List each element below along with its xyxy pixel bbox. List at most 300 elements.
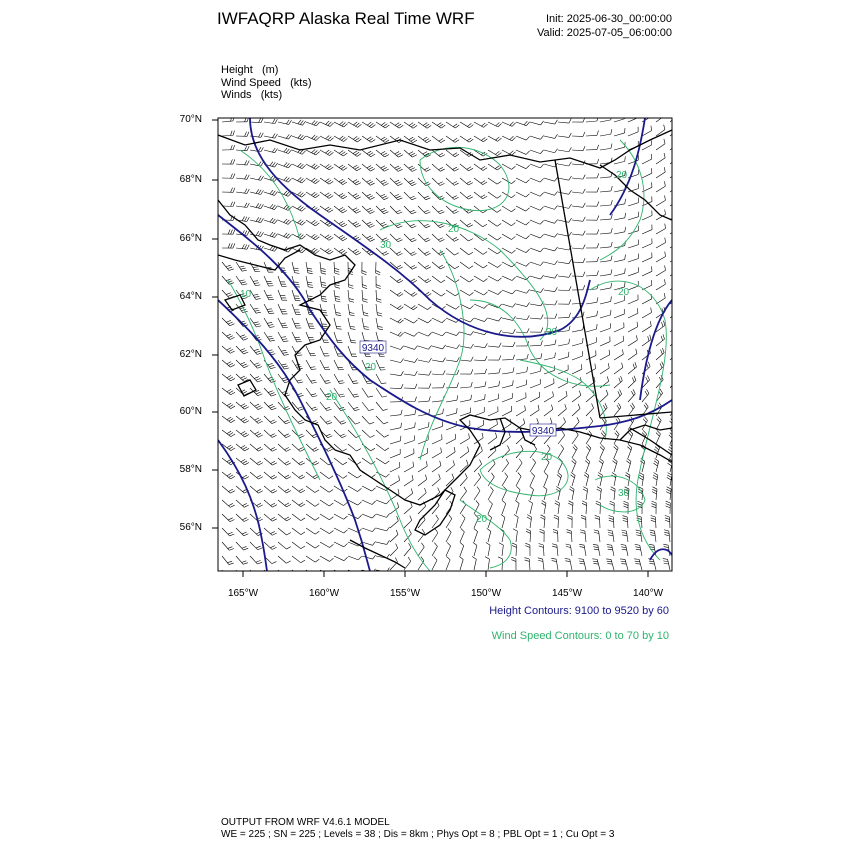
- wind-barb-flag: [353, 151, 357, 154]
- wind-barb-flag: [261, 118, 263, 123]
- wind-barb-shaft: [334, 262, 335, 273]
- wind-barb-shaft: [544, 234, 555, 237]
- wind-barb-shaft: [653, 559, 656, 570]
- wind-barb-flag: [540, 164, 543, 168]
- wind-barb-flag: [368, 238, 372, 240]
- wind-barb-flag: [371, 448, 375, 451]
- wind-barb-shaft: [264, 542, 272, 549]
- wind-barb-flag: [499, 317, 502, 321]
- wind-barb-flag: [227, 375, 231, 377]
- wind-barb-flag: [284, 233, 287, 237]
- wind-barb-flag: [671, 430, 675, 434]
- wind-barb-shaft: [488, 545, 490, 556]
- wind-barb-shaft: [544, 262, 555, 265]
- wind-barb-shaft: [222, 514, 230, 522]
- wind-barb-flag: [413, 125, 417, 128]
- wind-barb-flag: [255, 310, 260, 311]
- wind-barb-shaft: [362, 136, 371, 142]
- wind-barb-flag: [666, 492, 670, 494]
- wind-barb-flag: [324, 367, 329, 368]
- wind-barb-flag: [399, 476, 400, 481]
- wind-barb-flag: [284, 148, 287, 152]
- wind-barb-shaft: [362, 290, 363, 301]
- wind-barb-shaft: [418, 192, 426, 200]
- wind-barb-flag: [284, 191, 288, 195]
- wind-barb-flag: [242, 532, 247, 534]
- wind-barb-shaft: [432, 452, 441, 458]
- wind-barb-flag: [326, 421, 331, 423]
- wind-barb-flag: [272, 491, 276, 493]
- wind-barb-flag: [429, 409, 430, 414]
- wind-barb-flag: [490, 487, 493, 491]
- wind-barb-flag: [367, 151, 371, 154]
- wind-barb-shaft: [626, 531, 628, 542]
- wind-barb-flag: [412, 240, 417, 242]
- wind-barb-flag: [271, 475, 275, 477]
- wind-barb-flag: [336, 326, 341, 327]
- wind-barb-flag: [436, 515, 439, 519]
- wind-barb-flag: [411, 139, 415, 142]
- wind-barb-flag: [261, 204, 264, 208]
- wind-barb-shaft: [404, 290, 413, 296]
- wind-barb-shaft: [669, 531, 670, 542]
- wind-barb-shaft: [502, 304, 513, 307]
- wind-barb-shaft: [614, 314, 624, 318]
- wind-barb-flag: [300, 463, 304, 465]
- wind-barb-flag: [230, 365, 234, 367]
- wind-barb-shaft: [628, 313, 638, 318]
- wind-barb-flag: [668, 449, 672, 452]
- wind-barb-flag: [369, 409, 374, 410]
- wind-barb-shaft: [656, 115, 665, 122]
- wind-barb-flag: [453, 167, 457, 169]
- wind-barb-flag: [499, 381, 500, 386]
- wind-barb-flag: [656, 433, 660, 437]
- wind-barb-flag: [369, 138, 373, 141]
- wind-barb-flag: [488, 514, 492, 517]
- wind-barb-flag: [668, 473, 672, 476]
- wind-barb-flag: [357, 252, 361, 254]
- wind-barb-shaft: [292, 304, 296, 314]
- wind-barb-shaft: [348, 276, 349, 287]
- wind-barb-shaft: [306, 332, 310, 342]
- wind-barb-flag: [569, 162, 572, 166]
- wind-barb-flag: [660, 363, 662, 368]
- wind-barb-flag: [327, 166, 331, 169]
- wind-barb-flag: [368, 181, 372, 183]
- wind-barb-flag: [459, 556, 463, 559]
- wind-barb-shaft: [502, 372, 513, 374]
- wind-barb-flag: [497, 210, 501, 213]
- wind-barb-flag: [540, 193, 543, 197]
- wind-barb-shaft: [656, 256, 666, 262]
- wind-barb-flag: [538, 405, 539, 410]
- wind-barb-flag: [272, 148, 275, 152]
- wind-barb-flag: [336, 315, 341, 316]
- wind-barb-shaft: [446, 452, 455, 458]
- wind-barb-flag: [636, 530, 641, 531]
- wind-barb-shaft: [600, 315, 611, 318]
- wind-barb-flag: [384, 435, 388, 437]
- wind-barb-flag: [413, 307, 417, 310]
- wind-barb-flag: [339, 165, 343, 168]
- wind-barb-flag: [230, 351, 234, 353]
- wind-barb-shaft: [474, 220, 483, 227]
- wind-barb-shaft: [586, 369, 596, 374]
- wind-barb-flag: [409, 152, 413, 154]
- wind-barb-shaft: [488, 373, 499, 374]
- wind-barb-flag: [412, 155, 416, 157]
- wind-barb-flag: [540, 234, 543, 238]
- wind-barb-flag: [261, 133, 263, 137]
- wind-barb-shaft: [614, 273, 625, 276]
- wind-barb-flag: [343, 168, 347, 171]
- wind-barb-flag: [270, 420, 275, 422]
- wind-barb-shaft: [446, 304, 456, 309]
- wind-barb-shaft: [516, 490, 520, 500]
- wind-barb-flag: [353, 165, 357, 168]
- wind-barb-flag: [284, 354, 289, 355]
- wind-barb-flag: [661, 336, 663, 341]
- wind-barb-flag: [242, 378, 247, 380]
- wind-barb-shaft: [446, 150, 455, 157]
- wind-barb-flag: [607, 544, 612, 545]
- wind-barb-flag: [270, 546, 274, 548]
- wind-barb-flag: [230, 491, 234, 493]
- wind-barb-flag: [311, 178, 315, 181]
- wind-barb-flag: [384, 212, 389, 214]
- wind-barb-flag: [284, 434, 289, 436]
- wind-barb-flag: [363, 312, 368, 313]
- wind-barb-flag: [357, 168, 361, 171]
- wind-barb-flag: [643, 419, 646, 423]
- wind-barb-flag: [377, 313, 382, 314]
- wind-barb-flag: [579, 561, 584, 562]
- wind-barb-shaft: [600, 328, 610, 332]
- wind-barb-flag: [566, 546, 571, 547]
- wind-barb-flag: [426, 267, 430, 269]
- wind-barb-flag: [341, 195, 345, 198]
- wind-barb-shaft: [418, 332, 428, 336]
- wind-barb-flag: [443, 383, 445, 388]
- wind-barb-flag: [258, 176, 261, 180]
- wind-barb-shaft: [320, 360, 325, 370]
- wind-barb-flag: [233, 145, 235, 150]
- wind-barb-flag: [398, 489, 399, 494]
- wind-barb-flag: [597, 243, 599, 248]
- wind-barb-shaft: [460, 532, 464, 542]
- wind-barb-shaft: [668, 559, 670, 570]
- wind-barb-shaft: [474, 178, 483, 185]
- wind-barb-flag: [339, 179, 343, 182]
- wind-barb-flag: [357, 139, 361, 142]
- wind-barb-flag: [254, 283, 259, 284]
- wind-barb-shaft: [236, 374, 244, 381]
- wind-barb-shaft: [530, 276, 541, 279]
- wind-barb-flag: [456, 332, 459, 336]
- wind-barb-flag: [551, 558, 556, 559]
- wind-barb-shaft: [376, 500, 386, 504]
- wind-barb-flag: [599, 461, 603, 464]
- wind-barb-shaft: [348, 178, 356, 185]
- wind-barb-flag: [424, 210, 429, 212]
- wind-barb-flag: [328, 449, 332, 451]
- wind-barb-flag: [552, 561, 557, 562]
- wind-barb-flag: [569, 232, 572, 236]
- wind-barb-flag: [370, 435, 374, 437]
- lon-label: 145°W: [551, 588, 583, 599]
- wind-barb-flag: [300, 121, 303, 125]
- wind-barb-flag: [321, 273, 326, 274]
- wind-barb-flag: [554, 191, 557, 195]
- wind-barb-flag: [632, 377, 634, 382]
- wind-speed-label: Wind Speed (kts): [221, 76, 312, 89]
- wind-barb-flag: [371, 125, 375, 128]
- wind-barb-flag: [583, 189, 585, 193]
- lon-label: 155°W: [389, 588, 421, 599]
- wind-barb-flag: [583, 312, 584, 317]
- wind-barb-shaft: [222, 556, 229, 565]
- wind-barb-flag: [329, 167, 333, 170]
- wind-barb-flag: [544, 472, 548, 475]
- wind-barb-shaft: [390, 346, 400, 350]
- wind-barb-shaft: [516, 206, 526, 211]
- wind-barb-flag: [593, 563, 598, 564]
- wind-barb-flag: [340, 383, 345, 384]
- wind-barb-flag: [566, 544, 571, 545]
- wind-barb-flag: [300, 135, 303, 139]
- wind-barb-shaft: [250, 486, 258, 493]
- wind-barb-shaft: [334, 360, 339, 370]
- wind-barb-flag: [437, 123, 441, 126]
- wind-barb-shaft: [572, 164, 583, 165]
- wind-barb-flag: [397, 124, 401, 127]
- wind-barb-shaft: [488, 290, 498, 295]
- wind-barb-shaft: [418, 479, 427, 486]
- wind-barb-shaft: [292, 556, 301, 563]
- wind-barb-flag: [230, 505, 234, 507]
- wind-barb-flag: [611, 144, 612, 149]
- wind-barb-shaft: [222, 332, 230, 340]
- wind-barb-shaft: [670, 366, 677, 374]
- wind-barb-flag: [555, 314, 557, 319]
- wind-barb-flag: [257, 475, 261, 477]
- wind-barb-flag: [666, 506, 671, 508]
- wind-barb-flag: [434, 556, 437, 560]
- wind-barb-flag: [243, 461, 247, 463]
- wind-barb-shaft: [362, 528, 372, 532]
- wind-barb-flag: [653, 475, 657, 478]
- wind-barb-flag: [595, 515, 600, 517]
- wind-barb-flag: [281, 350, 286, 351]
- lat-label: 70°N: [179, 114, 202, 125]
- wind-barb-flag: [483, 196, 487, 199]
- wind-barb-flag: [617, 417, 620, 421]
- wind-barb-flag: [349, 312, 354, 313]
- wind-barb-flag: [243, 577, 248, 578]
- wind-barb-shaft: [348, 472, 357, 478]
- wind-barb-shaft: [488, 559, 489, 570]
- wind-barb-flag: [270, 327, 275, 328]
- wind-barb-shaft: [628, 354, 637, 360]
- wind-barb-flag: [556, 486, 560, 489]
- wind-barb-shaft: [642, 230, 652, 234]
- wind-barb-flag: [354, 396, 359, 397]
- wind-barb-flag: [652, 489, 656, 491]
- wind-barb-flag: [286, 220, 290, 224]
- wind-barb-flag: [256, 299, 261, 300]
- wind-barb-flag: [286, 149, 289, 153]
- wind-barb-shaft: [334, 542, 344, 547]
- wind-barb-shaft: [306, 220, 315, 226]
- wind-barb-flag: [527, 315, 530, 319]
- wind-barb-flag: [344, 571, 348, 574]
- wind-barb-flag: [511, 557, 516, 559]
- wind-barb-shaft: [404, 427, 415, 430]
- wind-barb-shaft: [446, 465, 455, 472]
- wind-barb-flag: [625, 255, 626, 260]
- wind-barb-flag: [376, 287, 381, 289]
- wind-barb-flag: [461, 528, 465, 532]
- wind-barb-shaft: [586, 135, 597, 136]
- wind-barb-flag: [282, 364, 287, 365]
- wind-barb-flag: [439, 474, 441, 479]
- wind-barb-flag: [540, 517, 544, 519]
- wind-barb-shaft: [656, 489, 657, 500]
- wind-barb-flag: [611, 214, 612, 219]
- wind-barb-flag: [452, 196, 456, 198]
- wind-barb-shaft: [348, 556, 358, 560]
- wind-barb-flag: [256, 312, 261, 313]
- wind-barb-shaft: [460, 122, 469, 128]
- wind-barb-shaft: [376, 444, 385, 451]
- wind-barb-flag: [429, 371, 431, 375]
- wind-barb-shaft: [404, 467, 414, 472]
- wind-barb-shaft: [334, 402, 341, 411]
- wind-barb-shaft: [432, 360, 443, 362]
- wind-barb-flag: [244, 421, 248, 423]
- wind-barb-shaft: [334, 192, 343, 199]
- wind-barb-flag: [538, 558, 543, 559]
- wind-barb-flag: [540, 529, 545, 531]
- wind-barb-shaft: [376, 122, 385, 128]
- wind-barb-flag: [410, 265, 414, 267]
- wind-barb-flag: [609, 518, 614, 520]
- wind-barb-flag: [274, 192, 277, 196]
- wind-barb-flag: [578, 404, 580, 409]
- wind-barb-flag: [366, 208, 371, 210]
- wind-barb-flag: [561, 445, 564, 449]
- wind-barb-shaft: [320, 136, 330, 141]
- wind-barb-flag: [299, 475, 303, 477]
- wind-barb-flag: [441, 280, 445, 283]
- wind-barb-shaft: [572, 356, 582, 360]
- wind-barb-flag: [645, 403, 648, 407]
- wind-barb-flag: [454, 447, 455, 452]
- wind-barb-shaft: [250, 122, 261, 123]
- wind-barb-flag: [468, 225, 472, 227]
- wind-barb-flag: [636, 335, 637, 340]
- wind-barb-shaft: [390, 234, 398, 242]
- wind-barb-flag: [667, 475, 671, 478]
- wind-barb-flag: [300, 164, 304, 167]
- wind-barb-flag: [343, 224, 347, 227]
- speed-contour-label: 30: [380, 240, 392, 251]
- wind-barb-shaft: [530, 449, 537, 458]
- wind-barb-flag: [473, 542, 477, 545]
- wind-barb-flag: [229, 549, 234, 551]
- wind-barb-flag: [244, 548, 249, 550]
- wind-barb-flag: [665, 535, 670, 536]
- wind-barb-shaft: [474, 360, 485, 361]
- wind-barb-flag: [229, 377, 233, 379]
- wind-barb-flag: [242, 546, 247, 548]
- wind-barb-shaft: [474, 477, 481, 486]
- wind-barb-flag: [242, 337, 247, 339]
- wind-barb-flag: [586, 447, 589, 451]
- wind-barb-flag: [353, 136, 357, 139]
- wind-barb-shaft: [670, 143, 678, 150]
- speed-contour-label: 20: [326, 392, 338, 403]
- wind-barb-flag: [286, 463, 290, 465]
- wind-barb-flag: [440, 226, 445, 228]
- wind-barb-flag: [400, 346, 403, 350]
- wind-barb-shaft: [222, 416, 231, 423]
- wind-barb-flag: [677, 209, 678, 214]
- wind-barb-flag: [267, 336, 272, 337]
- wind-barb-flag: [302, 180, 306, 183]
- wind-barb-flag: [526, 151, 530, 155]
- wind-barb-shaft: [600, 274, 611, 276]
- wind-barb-flag: [569, 176, 572, 180]
- wind-barb-flag: [261, 232, 264, 236]
- wind-barb-flag: [483, 182, 487, 185]
- wind-barb-flag: [398, 226, 403, 228]
- wind-barb-shaft: [516, 220, 526, 225]
- wind-barb-shaft: [584, 545, 586, 556]
- wind-barb-flag: [256, 406, 261, 408]
- wind-barb-flag: [229, 447, 233, 450]
- wind-barb-shaft: [600, 434, 605, 444]
- wind-barb-flag: [272, 435, 276, 437]
- wind-barb-flag: [662, 348, 664, 353]
- wind-barb-shaft: [670, 407, 676, 416]
- wind-barb-flag: [440, 461, 441, 466]
- wind-barb-shaft: [446, 560, 450, 570]
- wind-barb-flag: [314, 151, 318, 154]
- wind-barb-flag: [569, 489, 573, 492]
- wind-barb-flag: [350, 326, 355, 327]
- wind-barb-flag: [635, 544, 640, 545]
- wind-barb-flag: [555, 274, 558, 278]
- wind-barb-shaft: [460, 332, 471, 335]
- wind-barb-flag: [253, 308, 258, 309]
- height-contours-legend: Height Contours: 9100 to 9520 by 60: [489, 605, 669, 617]
- wind-barb-flag: [287, 518, 291, 520]
- wind-barb-flag: [303, 121, 306, 125]
- wind-barb-flag: [507, 445, 509, 450]
- wind-barb-shaft: [656, 200, 665, 206]
- wind-barb-flag: [366, 222, 371, 224]
- wind-barb-flag: [424, 252, 428, 254]
- wind-barb-flag: [541, 121, 544, 125]
- wind-barb-flag: [527, 289, 530, 293]
- wind-barb-flag: [497, 153, 501, 156]
- wind-barb-flag: [648, 362, 650, 367]
- wind-barb-shaft: [558, 136, 569, 137]
- wind-barb-flag: [227, 267, 232, 269]
- height-contour: [610, 118, 645, 215]
